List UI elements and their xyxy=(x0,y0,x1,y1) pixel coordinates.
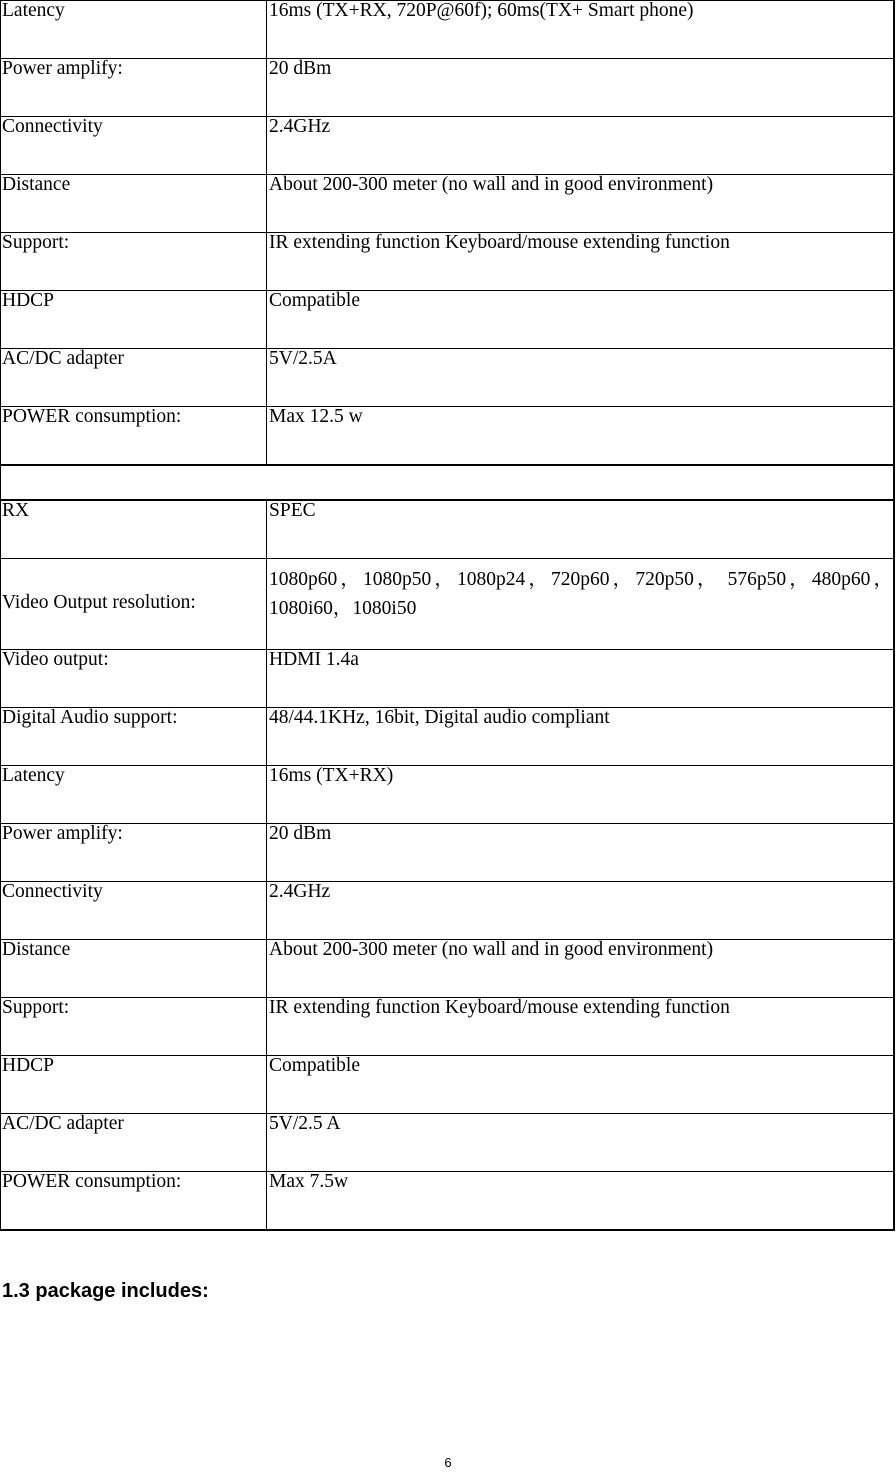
spec-value xyxy=(267,407,895,466)
table-row xyxy=(1,824,895,882)
spec-label-text: POWER consumption: xyxy=(2,405,182,427)
spec-value-text: 2.4GHz xyxy=(269,115,331,137)
page-number: 6 xyxy=(444,1455,452,1470)
spec-label xyxy=(1,1172,267,1231)
section-heading: 1.3 package includes: xyxy=(2,1280,209,1302)
spec-value-text: IR extending function Keyboard/mouse extending function xyxy=(269,231,730,253)
spec-value xyxy=(267,1114,895,1172)
spec-label xyxy=(1,998,267,1056)
table-row xyxy=(1,291,895,349)
spec-label xyxy=(1,766,267,824)
spec-label xyxy=(1,882,267,940)
spec-value-text: IR extending function Keyboard/mouse extending function xyxy=(269,996,730,1018)
table-row xyxy=(1,175,895,233)
spec-value-text: About 200-300 meter (no wall and in good environment) xyxy=(269,173,714,195)
table-row xyxy=(1,117,895,175)
spec-value-text: 48/44.1KHz, 16bit, Digital audio compliant xyxy=(269,706,610,728)
spec-label-text: AC/DC adapter xyxy=(2,347,124,369)
spec-label xyxy=(1,1114,267,1172)
spec-label xyxy=(1,824,267,882)
spec-value xyxy=(267,233,895,291)
spec-value xyxy=(267,175,895,233)
spec-value-text: Compatible xyxy=(269,1054,360,1076)
spec-value-text: 20 dBm xyxy=(269,822,332,844)
spec-label-text: Power amplify: xyxy=(2,822,123,844)
spec-value xyxy=(267,650,895,708)
spec-value xyxy=(267,998,895,1056)
spec-value-text: 20 dBm xyxy=(269,57,332,79)
spec-value xyxy=(267,559,895,650)
table-row xyxy=(1,940,895,998)
spec-label-text: Connectivity xyxy=(2,115,103,137)
spec-value-text: 5V/2.5 A xyxy=(269,1112,341,1134)
table-row xyxy=(1,1,895,59)
spec-label-text: Video output: xyxy=(2,648,109,670)
spec-value-text: Max 12.5 w xyxy=(269,405,363,427)
spec-label-text: Digital Audio support: xyxy=(2,706,178,728)
spec-value xyxy=(267,117,895,175)
table-row xyxy=(1,59,895,117)
spec-value-text: Compatible xyxy=(269,289,360,311)
spec-label-text: Support: xyxy=(2,996,70,1018)
spec-label-text: Power amplify: xyxy=(2,57,123,79)
spec-label xyxy=(1,1056,267,1114)
spec-label-text: HDCP xyxy=(2,289,55,311)
table-row xyxy=(1,407,895,466)
spacer-cell xyxy=(1,465,895,500)
spec-value xyxy=(267,1172,895,1231)
spec-value-text: 2.4GHz xyxy=(269,880,331,902)
spec-value-text: HDMI 1.4a xyxy=(269,648,359,670)
spec-label-text: Support: xyxy=(2,231,70,253)
spec-value xyxy=(267,349,895,407)
spec-label xyxy=(1,117,267,175)
spec-value-text: 16ms (TX+RX) xyxy=(269,764,394,786)
table-row xyxy=(1,998,895,1056)
spec-value xyxy=(267,766,895,824)
table-row xyxy=(1,650,895,708)
spec-value xyxy=(267,291,895,349)
rx-header-label xyxy=(1,500,267,559)
spec-value-text: Max 7.5w xyxy=(269,1170,349,1192)
spec-label-text: POWER consumption: xyxy=(2,1170,182,1192)
rx-header-value-text: SPEC xyxy=(269,499,316,521)
spec-label-text: HDCP xyxy=(2,1054,55,1076)
spec-value-text: 16ms (TX+RX, 720P@60f); 60ms(TX+ Smart phone) xyxy=(269,0,694,21)
rx-header-label-text: RX xyxy=(2,499,30,521)
table-row xyxy=(1,708,895,766)
spec-label xyxy=(1,233,267,291)
spec-value xyxy=(267,1056,895,1114)
spec-label xyxy=(1,940,267,998)
table-row xyxy=(1,882,895,940)
table-row xyxy=(1,233,895,291)
spec-value xyxy=(267,824,895,882)
spec-label xyxy=(1,349,267,407)
spec-label-text: Distance xyxy=(2,173,71,195)
table-row xyxy=(1,766,895,824)
spec-value-text: About 200-300 meter (no wall and in good environment) xyxy=(269,938,714,960)
spec-label-text: Distance xyxy=(2,938,71,960)
spec-value-text: 1080p60，1080p50，1080p24，720p60，720p50， 576p50，480p60，1080i60，1080i50 xyxy=(269,569,893,619)
spec-value xyxy=(267,59,895,117)
spec-label xyxy=(1,59,267,117)
spec-label xyxy=(1,291,267,349)
table-row xyxy=(1,1172,895,1231)
table-row xyxy=(1,349,895,407)
spec-label xyxy=(1,708,267,766)
spec-value xyxy=(267,882,895,940)
table-row xyxy=(1,1114,895,1172)
spec-value xyxy=(267,708,895,766)
spec-label xyxy=(1,559,267,650)
rx-header-value xyxy=(267,500,895,559)
rx-header-row xyxy=(1,500,895,559)
spec-label-text: AC/DC adapter xyxy=(2,1112,124,1134)
spec-label xyxy=(1,650,267,708)
spec-label xyxy=(1,1,267,59)
spec-value-text: 5V/2.5A xyxy=(269,347,337,369)
spec-label-text: Video Output resolution: xyxy=(2,592,196,613)
spec-value xyxy=(267,1,895,59)
spec-label xyxy=(1,407,267,466)
spec-label-text: Latency xyxy=(2,0,65,21)
table-row xyxy=(1,1056,895,1114)
spec-label-text: Latency xyxy=(2,764,65,786)
table-row xyxy=(1,559,895,650)
table-spacer-row xyxy=(1,465,895,500)
spec-value xyxy=(267,940,895,998)
spec-label xyxy=(1,175,267,233)
spec-label-text: Connectivity xyxy=(2,880,103,902)
